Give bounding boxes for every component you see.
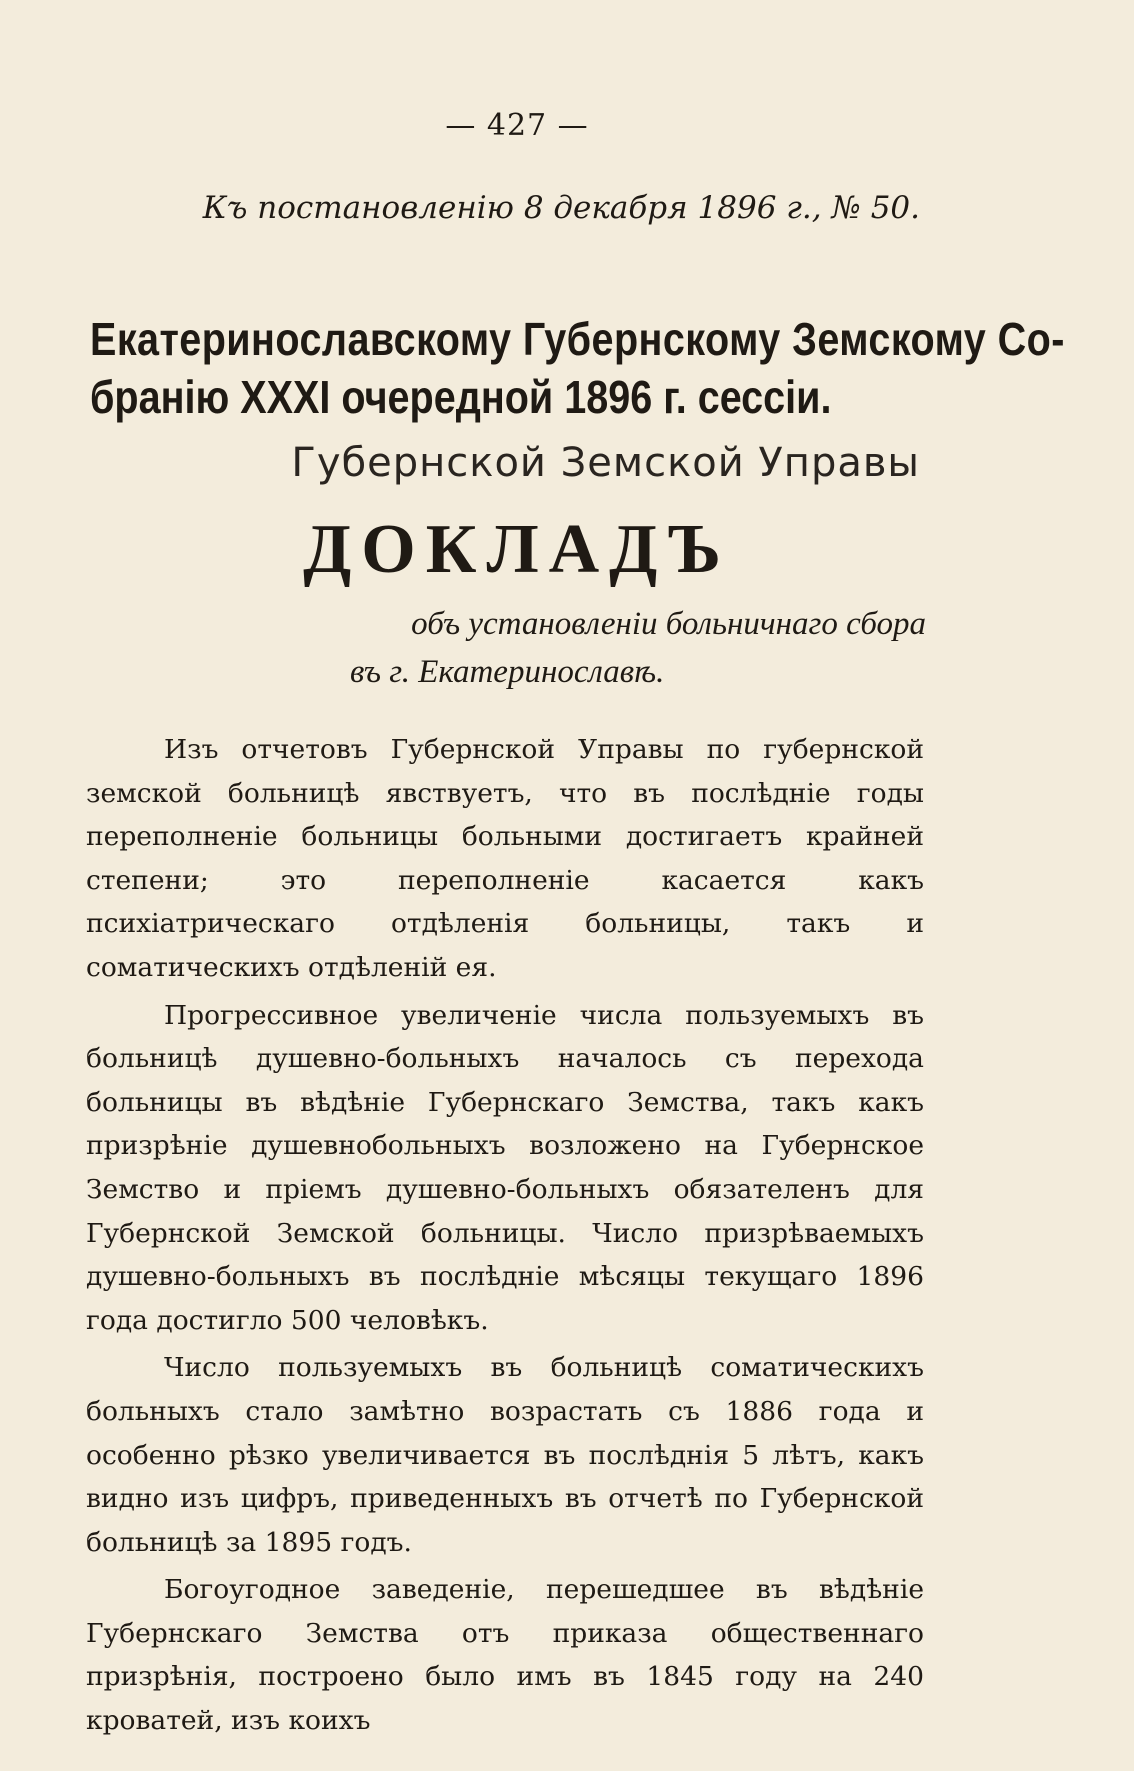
- paragraph: Изъ отчетовъ Губернской Управы по губернской земской больницѣ явствуетъ, что въ послѣдніе годы переполненіе больницы больными достигаетъ крайней степени; это переполненіе касается какъ психіатрическаго отдѣленія больницы, такъ и соматическихъ отдѣленій ея.: [86, 734, 924, 983]
- paragraph: Богоугодное заведеніе, перешедшее въ вѣдѣніе Губернскаго Земства отъ приказа общественнаго призрѣнія, построено было имъ въ 1845 году на 240 кроватей, изъ коихъ: [86, 1574, 924, 1737]
- paragraph: Прогрессивное увеличеніе числа пользуемыхъ въ больницѣ душевно-больныхъ началось съ перехода больницы въ вѣдѣніе Губернскаго Земства, такъ какъ призрѣніе душевнобольныхъ возложено на Губернское Земство и пріемъ душевно-больныхъ обязателенъ для Губернской Земской больницы. Число призрѣваемыхъ душевно-больныхъ въ послѣдніе мѣсяцы текущаго 1896 года достигло 500 человѣкъ.: [86, 999, 924, 1336]
- heading-line: бранію XXXI очередной 1896 г. сессіи.: [90, 371, 832, 423]
- subject-line: объ установленіи больничнаго сбора: [411, 606, 926, 642]
- address-heading: [90, 310, 1065, 426]
- heading-line: Екатеринославскому Губернскому Земскому Со-: [90, 313, 1065, 365]
- report-body: [86, 728, 924, 1743]
- resolution-reference: Къ постановленію 8 декабря 1896 г., № 50.: [202, 190, 920, 226]
- page-number: — 427 —: [445, 108, 589, 143]
- issuing-authority: Губернской Земской Управы: [291, 440, 920, 486]
- subject-line: въ г. Екатеринославѣ.: [350, 654, 665, 690]
- paragraph: Число пользуемыхъ въ больницѣ соматическихъ больныхъ стало замѣтно возрастать съ 1886 года и особенно рѣзко увеличивается въ послѣднія 5 лѣтъ, какъ видно изъ цифръ, приведенныхъ въ отчетѣ по Губернской больницѣ за 1895 годъ.: [86, 1352, 924, 1558]
- document-title: ДОКЛАДЪ: [303, 511, 731, 588]
- document-subject: [300, 600, 926, 696]
